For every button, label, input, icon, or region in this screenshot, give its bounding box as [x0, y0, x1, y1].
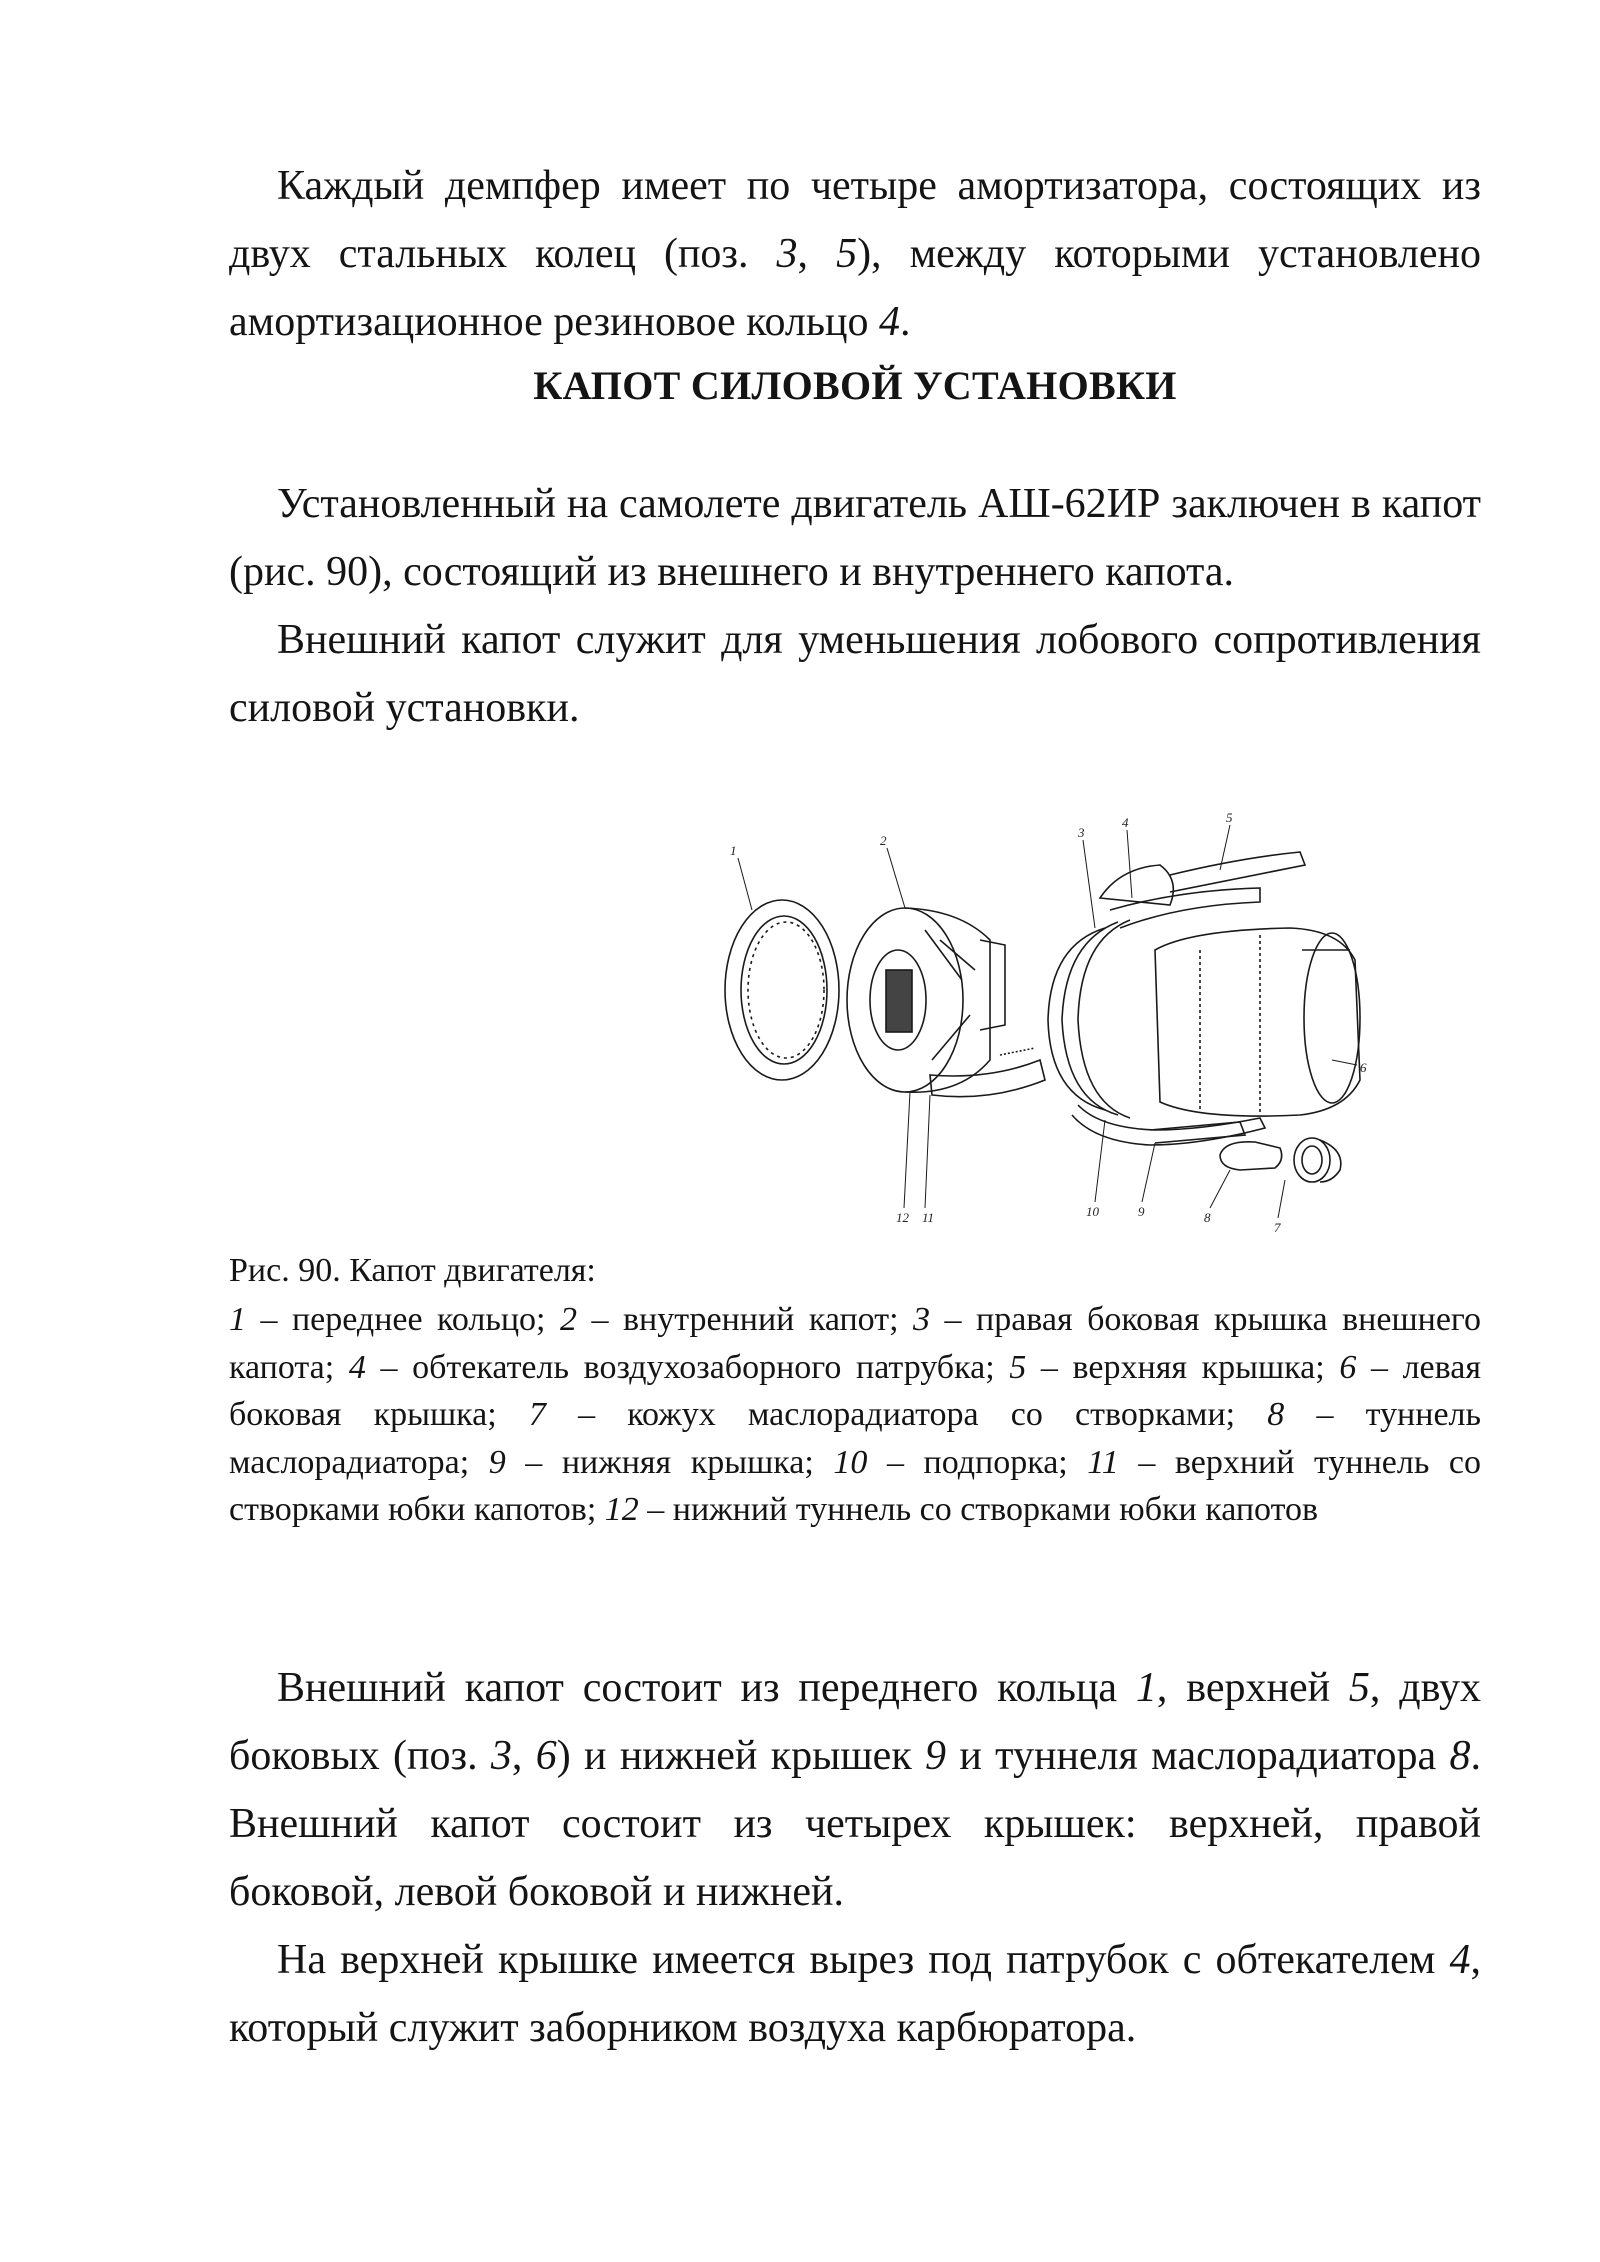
legend-text: – верхняя крышка; [1026, 1348, 1340, 1386]
legend-number: 7 [528, 1396, 546, 1433]
legend-number: 2 [560, 1301, 577, 1338]
legend-number: 6 [1339, 1348, 1357, 1386]
legend-text: – переднее кольцо; [246, 1301, 560, 1338]
text-span: . Внешний капот состоит из четырех крышек: верхней, правой боковой, левой боковой и нижней. [229, 1733, 1481, 1915]
paragraph-engine [229, 470, 1481, 606]
legend-number: 12 [604, 1491, 639, 1528]
figure-label-5: 5 [1226, 810, 1233, 825]
engine-hood-figure [700, 810, 1400, 1240]
figure-label-6: 6 [1360, 1060, 1367, 1075]
legend-text: – нижний туннель со створками юбки капотов [638, 1491, 1319, 1528]
ref-number: 1 [1135, 1665, 1157, 1711]
ref-number: 4 [879, 299, 900, 345]
text-span: Каждый демпфер имеет по четыре амортизатора, состоящих из двух стальных колец (поз. [229, 163, 1481, 277]
text-span: , [797, 231, 837, 277]
ref-number: 4 [1449, 1937, 1471, 1983]
figure-label-10: 10 [1086, 1204, 1099, 1219]
text-span: и туннеля маслорадиатора [946, 1733, 1450, 1779]
legend-number: 5 [1009, 1348, 1027, 1386]
legend-number: 10 [833, 1443, 868, 1481]
figure-label-2: 2 [880, 833, 887, 848]
legend-text: – туннель маслорадиатора; [229, 1396, 1482, 1481]
figure-label-12: 12 [896, 1210, 909, 1225]
legend-number: 4 [348, 1348, 366, 1386]
right-side-cover-drawing [1048, 920, 1130, 1118]
text-span: , верхней [1156, 1665, 1349, 1711]
text-span: , двух боковых (поз. [229, 1665, 1482, 1779]
figure-label-1: 1 [730, 843, 737, 858]
legend-number: 8 [1267, 1396, 1285, 1433]
text-span: . [900, 299, 911, 345]
legend-number: 9 [488, 1443, 506, 1481]
paragraph-outer-hood-parts [229, 1654, 1481, 1926]
legend-number: 3 [913, 1301, 931, 1338]
front-ring-drawing [725, 900, 839, 1080]
figure-label-7: 7 [1274, 1220, 1281, 1235]
ref-number: 5 [836, 231, 858, 277]
paragraph-dampers [229, 152, 1481, 356]
legend-text: – верхний туннель со створками юбки капотов; [229, 1443, 1481, 1528]
oil-cooler-drawing [1220, 1138, 1341, 1182]
section-heading: КАПОТ СИЛОВОЙ УСТАНОВКИ [533, 363, 1177, 408]
text-span: На верхней крышке имеется вырез под патрубок с обтекателем [277, 1937, 1450, 1983]
left-side-cover-drawing [1155, 928, 1360, 1116]
legend-text: – левая боковая крышка; [229, 1348, 1481, 1433]
legend-text: – обтекатель воздухозаборного патрубка; [365, 1348, 1010, 1386]
text-span: Внешний капот состоит из переднего кольца [277, 1665, 1136, 1711]
figure-label-4: 4 [1122, 815, 1129, 830]
ref-number: 9 [925, 1733, 947, 1779]
paragraph-text: Установленный на самолете двигатель АШ-62ИР заключен в капот (рис. 90), состоящий из внешнего и внутреннего капота. [229, 481, 1481, 595]
figure-label-8: 8 [1204, 1210, 1211, 1225]
legend-text: – правая боковая крышка внешнего капота; [229, 1301, 1482, 1386]
paragraph-outer-hood [229, 606, 1481, 742]
figure-label-11: 11 [922, 1210, 935, 1225]
text-span: , [511, 1733, 536, 1779]
top-cover-drawing [1100, 852, 1305, 928]
legend-text: – внутренний капот; [577, 1301, 914, 1338]
ref-number: 3 [776, 231, 798, 277]
legend-number: 1 [229, 1301, 246, 1338]
paragraph-top-cover [229, 1926, 1481, 2062]
ref-number: 8 [1449, 1733, 1471, 1779]
legend-text: – кожух маслорадиатора со створками; [545, 1396, 1268, 1433]
paragraph-text: Внешний капот служит для уменьшения лобового сопротивления силовой установки. [229, 617, 1481, 731]
figure-legend [229, 1296, 1481, 1534]
ref-number: 6 [535, 1733, 557, 1779]
legend-text: – подпорка; [867, 1443, 1088, 1481]
legend-number: 11 [1087, 1443, 1119, 1481]
text-span: ) и нижней крышек [556, 1733, 926, 1779]
text-span: ), между которыми установлено амортизационное резиновое кольцо [229, 231, 1481, 345]
bottom-cover-drawing [1072, 1105, 1265, 1145]
text-span: , который служит заборником воздуха карбюратора. [229, 1937, 1481, 2051]
inner-hood-drawing [847, 908, 1045, 1097]
figure-label-3: 3 [1078, 825, 1085, 840]
legend-text: – нижняя крышка; [505, 1443, 834, 1481]
ref-number: 3 [490, 1733, 512, 1779]
ref-number: 5 [1348, 1665, 1370, 1711]
figure-caption-title: Рис. 90. Капот двигателя: [229, 1252, 596, 1289]
figure-label-9: 9 [1138, 1204, 1145, 1219]
